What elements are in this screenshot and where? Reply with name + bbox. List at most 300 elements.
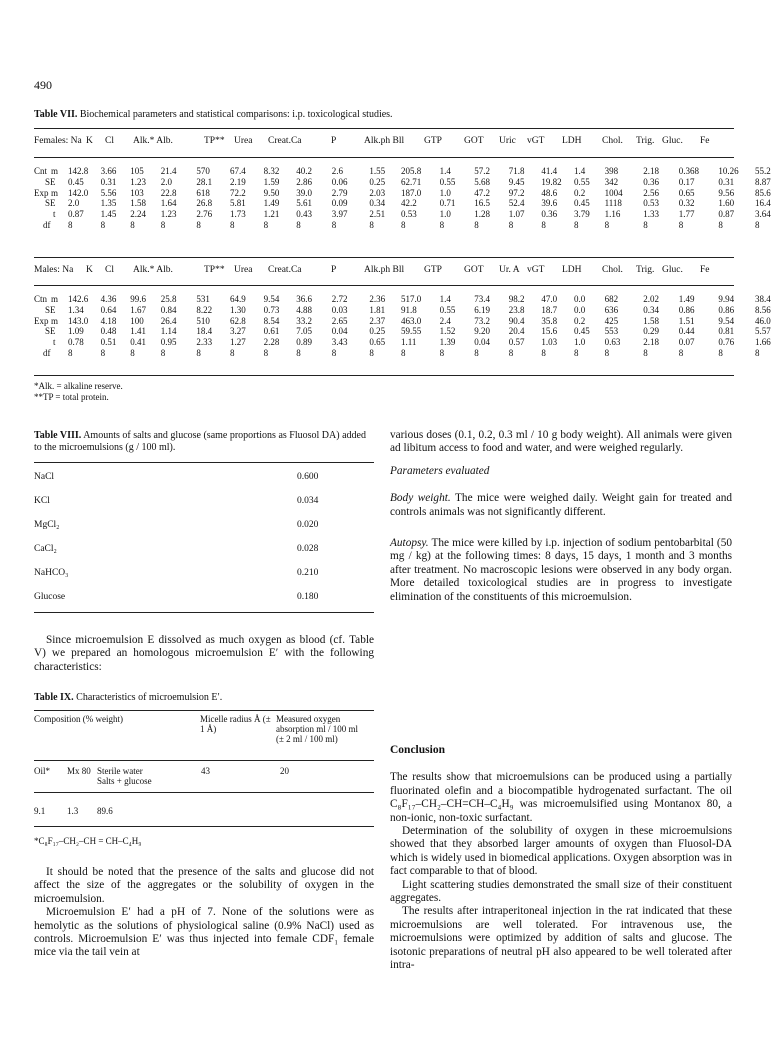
- table-cell: 1.30: [230, 304, 246, 315]
- table-cell: 8: [68, 348, 73, 358]
- table-cell: 0.64: [100, 304, 117, 315]
- table-cell: 0.0: [574, 304, 586, 315]
- females-col-4: TP**: [204, 136, 225, 146]
- table-cell: 8: [130, 348, 135, 358]
- table-cell: 35.8: [541, 315, 558, 326]
- table-cell: 8: [678, 220, 684, 230]
- table-cell: 22.8: [160, 187, 177, 198]
- table-cell: 2.24: [130, 209, 146, 220]
- table-cell: 3.79: [574, 209, 590, 220]
- table-cell: 0.2: [574, 187, 586, 198]
- row-stat: df: [43, 220, 51, 230]
- table-cell: 2.28: [263, 337, 280, 348]
- females-row: [34, 198, 771, 209]
- females-col-9: GTP: [424, 136, 442, 146]
- females-row: [34, 176, 771, 188]
- table8-row-name: KCl: [34, 496, 50, 506]
- table-cell: 8: [541, 220, 546, 230]
- table-cell: 6.19: [474, 304, 490, 315]
- table9-bottom-rule: [34, 826, 374, 827]
- table-cell: 9.54: [718, 315, 735, 326]
- table-cell: 71.8: [508, 166, 525, 176]
- table9-mx-value: 1.3: [67, 806, 79, 816]
- left-paragraphs-bottom: [34, 866, 374, 960]
- table-cell: 8: [574, 348, 579, 358]
- table-cell: 0.03: [331, 304, 348, 315]
- table-cell: 4.88: [296, 304, 312, 315]
- table-cell: 33.2: [296, 315, 312, 326]
- males-col-3: Alk.* Alb.: [133, 265, 173, 275]
- table-cell: 20.4: [508, 326, 525, 337]
- table-cell: 21.4: [160, 166, 177, 176]
- table-cell: 1.33: [643, 209, 659, 220]
- table-cell: 1004: [604, 187, 623, 198]
- table-cell: 8: [718, 220, 723, 230]
- females-col-11: Uric: [499, 136, 516, 146]
- table-cell: 8: [401, 348, 406, 358]
- table-cell: 9.20: [474, 326, 490, 337]
- table-cell: 8: [160, 220, 166, 230]
- table-cell: 8: [574, 220, 579, 230]
- table-cell: 143.0: [68, 315, 89, 326]
- table-cell: 1.4: [439, 166, 451, 176]
- table-cell: 142.8: [68, 166, 89, 176]
- table-cell: 0.81: [718, 326, 735, 337]
- males-col-11: Ur. A: [499, 265, 520, 275]
- table-cell: 47.2: [474, 187, 490, 198]
- table-cell: 8: [718, 348, 723, 358]
- females-col-5: Urea: [234, 136, 253, 146]
- table-cell: 0.29: [643, 326, 659, 337]
- females-col-17: Fe: [700, 136, 710, 146]
- table-cell: 9.56: [718, 187, 735, 198]
- row-stat: m: [51, 187, 59, 198]
- table-cell: 1.41: [130, 326, 146, 337]
- row-stat: SE: [45, 304, 56, 315]
- table-cell: 2.4: [439, 315, 451, 326]
- table9-top-rule: [34, 710, 374, 711]
- table-cell: 0.45: [574, 326, 590, 337]
- table7-caption-text: Biochemical parameters and statistical comparisons: i.p. toxicological studies.: [79, 109, 393, 120]
- table-cell: 0.87: [68, 209, 84, 220]
- table8-row-name: NaCl: [34, 472, 55, 482]
- table-cell: 1.64: [160, 198, 177, 209]
- females-col-13: LDH: [562, 136, 582, 146]
- row-stat: m: [51, 294, 59, 304]
- males-col-0: Males: Na: [34, 265, 74, 275]
- table-cell: 40.2: [296, 166, 312, 176]
- table-cell: 2.6: [331, 166, 344, 176]
- table-cell: 73.4: [474, 294, 490, 304]
- table-cell: 2.33: [196, 337, 213, 348]
- table-cell: 1118: [604, 198, 622, 209]
- body-weight-text: The mice were weighed daily. Weight gain for treated and controls animals was not significantly different.: [390, 492, 733, 518]
- table-cell: 8: [160, 348, 166, 358]
- table-cell: 636: [604, 304, 619, 315]
- row-group: Ctn: [34, 294, 48, 304]
- conclusion-para2: Determination of the solubility of oxygen in these microemulsions showed that they absorbed larger amounts of oxygen than Fluosol-DA which is widely used in biomedical applications. Oxygen absorption was in fact comparable to that of blood.: [390, 825, 732, 878]
- table-cell: 8: [643, 220, 648, 230]
- row-stat: SE: [45, 176, 56, 187]
- table9-water: Sterile water: [97, 766, 143, 776]
- table-cell: 0.55: [574, 176, 590, 187]
- table-cell: 1.81: [369, 304, 386, 315]
- males-row: [34, 326, 771, 337]
- table-cell: 9.54: [263, 294, 280, 304]
- table-cell: 398: [604, 166, 619, 176]
- table-cell: 2.51: [369, 209, 386, 220]
- body-weight-label: Body weight.: [390, 492, 451, 505]
- table-cell: 8: [230, 348, 235, 358]
- females-col-12: vGT: [527, 136, 545, 146]
- table-cell: 8: [196, 348, 201, 358]
- table-cell: 3.64: [755, 209, 771, 220]
- females-col-14: Chol.: [602, 136, 623, 146]
- table-cell: 553: [604, 326, 619, 337]
- right-para1-text: various doses (0.1, 0.2, 0.3 ml / 10 g body weight). All animals were given ad libitum access to food and water, and were weighed regularly.: [390, 429, 732, 455]
- table-cell: 105: [130, 166, 144, 176]
- table-cell: 98.2: [508, 294, 525, 304]
- males-col-17: Fe: [700, 265, 710, 275]
- table-cell: 2.36: [369, 294, 386, 304]
- table-cell: 0.86: [678, 304, 695, 315]
- table-cell: 9.45: [508, 176, 525, 187]
- table-cell: 99.6: [130, 294, 146, 304]
- table9-salts: Salts + glucose: [97, 776, 152, 786]
- females-row: [34, 209, 771, 220]
- table-cell: 97.2: [508, 187, 525, 198]
- table-cell: 39.6: [541, 198, 558, 209]
- table-cell: 8: [755, 348, 760, 358]
- table-cell: 3.66: [100, 166, 117, 176]
- table-cell: 5.81: [230, 198, 246, 209]
- males-col-6: Creat.Ca: [268, 265, 302, 275]
- males-col-2: Cl: [105, 265, 114, 275]
- table-cell: 8.54: [263, 315, 280, 326]
- females-col-3: Alk.* Alb.: [133, 136, 173, 146]
- table-cell: 0.78: [68, 337, 84, 348]
- table-cell: 517.0: [401, 294, 422, 304]
- table-cell: 8: [331, 348, 337, 358]
- table-cell: 85.6: [755, 187, 771, 198]
- table-cell: 0.55: [439, 176, 456, 187]
- table-cell: 1.16: [604, 209, 621, 220]
- table-cell: 1.4: [574, 166, 586, 176]
- table-cell: 1.49: [678, 294, 695, 304]
- table-cell: 0.51: [100, 337, 117, 348]
- table8-caption-text: Amounts of salts and glucose (same proportions as Fluosol DA) added to the microemulsions (g / 100 ml).: [34, 430, 366, 453]
- males-col-1: K: [86, 265, 93, 275]
- table-cell: 1.4: [439, 294, 451, 304]
- females-row: [34, 220, 760, 231]
- table-cell: 1.0: [439, 209, 451, 220]
- table-cell: 4.36: [100, 294, 117, 304]
- table-cell: 0.36: [643, 176, 659, 187]
- table8-row-name: NaHCO₃: [34, 568, 69, 578]
- table-cell: 1.55: [369, 166, 386, 176]
- males-col-13: LDH: [562, 265, 582, 275]
- table-cell: 8: [604, 348, 610, 358]
- table7-top-rule: [34, 128, 734, 129]
- table9-mid-rule: [34, 792, 374, 793]
- table9-oil-value: 9.1: [34, 806, 46, 816]
- table-cell: 0.34: [643, 304, 659, 315]
- table8-row-value: 0.600: [297, 472, 319, 482]
- table-cell: 0.25: [369, 176, 386, 187]
- table9-head-radius: Micelle radius Å (± 1 Å): [200, 714, 271, 734]
- table-cell: 0.84: [160, 304, 177, 315]
- row-stat: m: [51, 166, 59, 176]
- table-cell: 0.95: [160, 337, 177, 348]
- table-cell: 1.07: [508, 209, 525, 220]
- table-cell: 2.02: [643, 294, 659, 304]
- females-row: [34, 187, 771, 199]
- table-cell: 1.03: [541, 337, 558, 348]
- table-cell: 62.71: [401, 176, 422, 187]
- row-stat: SE: [45, 198, 56, 209]
- males-row: [34, 304, 771, 316]
- table-cell: 48.6: [541, 187, 558, 198]
- table-cell: 8: [100, 220, 106, 230]
- table-cell: 0.45: [68, 176, 84, 187]
- table-cell: 0.31: [718, 176, 735, 187]
- table-cell: 142.0: [68, 187, 89, 198]
- table9-mx: Mx 80: [67, 766, 91, 776]
- table-cell: 1.73: [230, 209, 246, 220]
- table-cell: 5.56: [100, 187, 117, 198]
- table-cell: 8: [401, 220, 406, 230]
- table7-bottom-rule: [34, 375, 734, 376]
- row-stat: df: [43, 348, 51, 358]
- males-row: [34, 337, 771, 348]
- left-para2-text: It should be noted that the presence of the salts and glucose did not affect the size of the aggregates or the solubility of oxygen in the microemulsion.: [34, 866, 374, 905]
- table-cell: 0.65: [369, 337, 386, 348]
- table-cell: 8: [678, 348, 684, 358]
- table9-footnote: *C₈F₁₇–CH₂–CH = CH–C₄H₉: [34, 836, 142, 846]
- females-col-6: Creat.Ca: [268, 136, 302, 146]
- table-cell: 1.60: [718, 198, 735, 209]
- table-cell: 91.8: [401, 304, 417, 315]
- row-stat: SE: [45, 326, 56, 337]
- table-cell: 90.4: [508, 315, 525, 326]
- table-cell: 682: [604, 294, 619, 304]
- table-cell: 0.57: [508, 337, 525, 348]
- table-cell: 8: [230, 220, 235, 230]
- females-col-15: Trig.: [636, 136, 655, 146]
- table-cell: 10.26: [718, 166, 739, 176]
- table-cell: 1.23: [160, 209, 177, 220]
- table-cell: 2.72: [331, 294, 348, 304]
- table-cell: 0.53: [643, 198, 659, 209]
- table-cell: 142.6: [68, 294, 89, 304]
- table8-row-name: MgCl₂: [34, 520, 60, 530]
- table-cell: 8: [296, 348, 301, 358]
- table7-footnote-2: **TP = total protein.: [34, 392, 109, 402]
- table-cell: 52.4: [508, 198, 525, 209]
- table-cell: 42.2: [401, 198, 417, 209]
- table-cell: 3.43: [331, 337, 348, 348]
- males-col-5: Urea: [234, 265, 253, 275]
- table-cell: 8: [369, 220, 374, 230]
- males-col-10: GOT: [464, 265, 484, 275]
- table-cell: 28.1: [196, 176, 213, 187]
- table-cell: 0.73: [263, 304, 280, 315]
- table-cell: 8: [474, 348, 479, 358]
- table-cell: 0.34: [369, 198, 386, 209]
- males-row: [34, 294, 771, 305]
- table-cell: 64.9: [230, 294, 246, 304]
- table-cell: 2.18: [643, 166, 659, 176]
- table-cell: 0.368: [678, 166, 700, 176]
- right-column-top: [390, 429, 732, 604]
- table8-top-rule: [34, 462, 374, 463]
- females-col-10: GOT: [464, 136, 484, 146]
- table9-label: Table IX.: [34, 692, 74, 703]
- table-cell: 103: [130, 187, 144, 198]
- table-cell: 26.4: [160, 315, 177, 326]
- table-cell: 18.7: [541, 304, 558, 315]
- table-cell: 425: [604, 315, 619, 326]
- table-cell: 1.14: [160, 326, 177, 337]
- table-cell: 41.4: [541, 166, 558, 176]
- conclusion-section: [390, 744, 732, 973]
- row-group: Exp: [34, 187, 49, 198]
- table7-females-rule: [34, 157, 734, 158]
- row-stat: t: [53, 337, 56, 348]
- table-cell: 2.03: [369, 187, 386, 198]
- table7-footnote-1: *Alk. = alkaline reserve.: [34, 381, 123, 391]
- table-cell: 570: [196, 166, 210, 176]
- table-cell: 38.4: [755, 294, 771, 304]
- table-cell: 8.32: [263, 166, 280, 176]
- table-cell: 3.97: [331, 209, 348, 220]
- table9-caption-text: Characteristics of microemulsion E′.: [76, 692, 223, 703]
- body-weight-paragraph: [390, 492, 732, 519]
- table-cell: 1.39: [439, 337, 456, 348]
- table-cell: 2.56: [643, 187, 659, 198]
- table-cell: 5.61: [296, 198, 312, 209]
- table-cell: 0.43: [296, 209, 312, 220]
- table-cell: 1.52: [439, 326, 456, 337]
- table7-label: Table VII.: [34, 109, 78, 120]
- table-cell: 1.67: [130, 304, 146, 315]
- table-cell: 7.05: [296, 326, 312, 337]
- males-col-16: Gluc.: [662, 265, 683, 275]
- table-cell: 0.04: [474, 337, 490, 348]
- table-cell: 0.71: [439, 198, 456, 209]
- row-group: Cnt: [34, 166, 48, 176]
- page-number: 490: [34, 78, 52, 92]
- table7-males-body: [34, 294, 771, 364]
- table7-females-header: [34, 136, 734, 148]
- row-group: Exp: [34, 315, 49, 326]
- table8-row-name: CaCl₂: [34, 544, 57, 554]
- table8-label: Table VIII.: [34, 430, 82, 441]
- table-cell: 531: [196, 294, 210, 304]
- table-cell: 1.27: [230, 337, 246, 348]
- table-cell: 16.5: [474, 198, 490, 209]
- table-cell: 0.2: [574, 315, 586, 326]
- males-col-15: Trig.: [636, 265, 655, 275]
- table-cell: 8: [100, 348, 106, 358]
- females-col-7: P: [331, 136, 337, 146]
- table-cell: 1.51: [678, 315, 695, 326]
- table-cell: 0.87: [718, 209, 735, 220]
- females-col-1: K: [86, 136, 93, 146]
- table9-head-oxygen: Measured oxygen absorption ml / 100 ml (± 2 ml / 100 ml): [276, 714, 358, 744]
- table-cell: 8: [604, 220, 610, 230]
- table-cell: 39.0: [296, 187, 312, 198]
- table-cell: 1.35: [100, 198, 117, 209]
- table-cell: 1.45: [100, 209, 117, 220]
- table-cell: 8: [263, 348, 269, 358]
- conclusion-para1: The results show that microemulsions can be produced using a partially fluorinated olefin and a biocompatible hydrogenated surfactant. The oil C₈F₁₇–CH₂–CH=CH–C₄H₉ was microemulsified using Montanox 80, a non-ionic, non-toxic surfactant.: [390, 771, 732, 824]
- males-col-14: Chol.: [602, 265, 623, 275]
- row-stat: t: [53, 209, 56, 220]
- table-cell: 59.55: [401, 326, 422, 337]
- table-cell: 15.6: [541, 326, 558, 337]
- table-cell: 2.76: [196, 209, 213, 220]
- females-col-2: Cl: [105, 136, 114, 146]
- females-col-8: Alk.ph Bll: [364, 136, 405, 146]
- table-cell: 8: [508, 348, 514, 358]
- males-col-12: vGT: [527, 265, 545, 275]
- table-cell: 1.34: [68, 304, 84, 315]
- table-cell: 72.2: [230, 187, 246, 198]
- table-cell: 0.0: [574, 294, 586, 304]
- table8-caption: [34, 430, 374, 454]
- table-cell: 8: [508, 220, 514, 230]
- table-cell: 0.61: [263, 326, 280, 337]
- table-cell: 73.2: [474, 315, 490, 326]
- table-cell: 26.8: [196, 198, 213, 209]
- autopsy-label: Autopsy.: [390, 537, 429, 550]
- table-cell: 8: [196, 220, 201, 230]
- table-cell: 1.0: [574, 337, 586, 348]
- table8-row-value: 0.028: [297, 544, 319, 554]
- table-cell: 3.27: [230, 326, 246, 337]
- table-cell: 1.28: [474, 209, 490, 220]
- males-col-8: Alk.ph Bll: [364, 265, 405, 275]
- table-cell: 8: [130, 220, 135, 230]
- table-cell: 0.86: [718, 304, 735, 315]
- table-cell: 0.25: [369, 326, 386, 337]
- females-col-16: Gluc.: [662, 136, 683, 146]
- table8-row-value: 0.210: [297, 568, 319, 578]
- table-cell: 36.6: [296, 294, 312, 304]
- table-cell: 8: [643, 348, 648, 358]
- table7-caption: [34, 109, 393, 120]
- table-cell: 1.77: [678, 209, 695, 220]
- table-cell: 510: [196, 315, 210, 326]
- table-cell: 2.79: [331, 187, 348, 198]
- table9-radius-value: 43: [201, 766, 210, 776]
- males-col-4: TP**: [204, 265, 225, 275]
- table-cell: 1.11: [401, 337, 417, 348]
- table-cell: 8: [439, 220, 445, 230]
- table-cell: 0.89: [296, 337, 312, 348]
- table-cell: 8: [331, 220, 337, 230]
- table9-head-rule: [34, 760, 374, 761]
- table7-females-body: [34, 166, 771, 236]
- table-cell: 0.04: [331, 326, 348, 337]
- table-cell: 0.07: [678, 337, 695, 348]
- table-cell: 1.49: [263, 198, 280, 209]
- table-cell: 0.76: [718, 337, 735, 348]
- table9-head-composition: Composition (% weight): [34, 714, 123, 724]
- table-cell: 2.65: [331, 315, 348, 326]
- table-cell: 0.45: [574, 198, 590, 209]
